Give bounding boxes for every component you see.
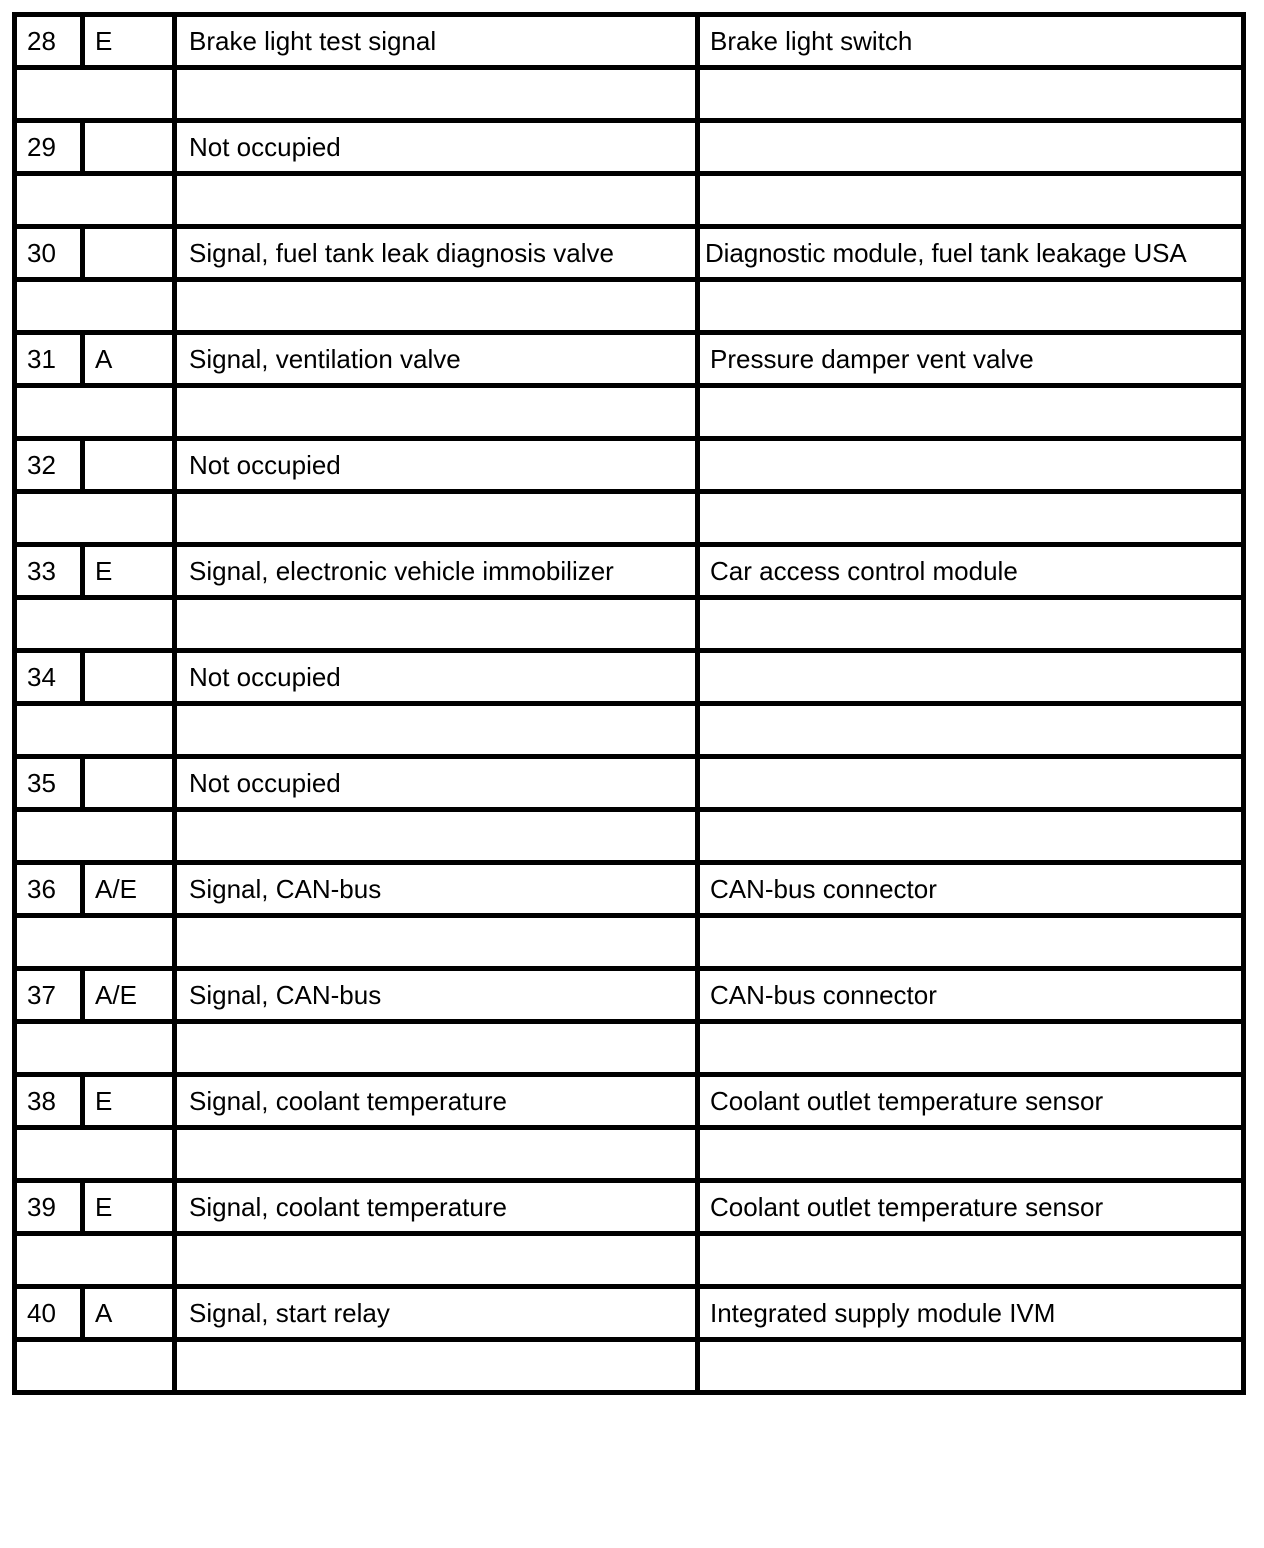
spacer-cell — [175, 492, 698, 545]
pin-direction-cell: A — [83, 333, 175, 386]
spacer-row — [15, 68, 1244, 121]
spacer-cell — [15, 810, 175, 863]
spacer-row — [15, 492, 1244, 545]
pin-number-cell: 33 — [15, 545, 83, 598]
spacer-row — [15, 1022, 1244, 1075]
spacer-row — [15, 386, 1244, 439]
pin-row — [15, 15, 1244, 68]
spacer-cell — [15, 704, 175, 757]
pin-row — [15, 1075, 1244, 1128]
spacer-cell — [15, 1340, 175, 1393]
pin-component-cell — [698, 757, 1244, 810]
spacer-cell — [175, 1234, 698, 1287]
spacer-cell — [698, 1128, 1244, 1181]
pin-direction-cell: E — [83, 15, 175, 68]
spacer-cell — [698, 68, 1244, 121]
spacer-row — [15, 1234, 1244, 1287]
spacer-cell — [15, 1128, 175, 1181]
spacer-cell — [175, 1128, 698, 1181]
pin-number-cell: 37 — [15, 969, 83, 1022]
spacer-cell — [15, 492, 175, 545]
pin-description-cell: Signal, fuel tank leak diagnosis valve — [175, 227, 698, 280]
pin-number-cell: 29 — [15, 121, 83, 174]
pin-component-cell: CAN-bus connector — [698, 969, 1244, 1022]
pin-row — [15, 1181, 1244, 1234]
spacer-cell — [698, 598, 1244, 651]
spacer-cell — [698, 704, 1244, 757]
spacer-cell — [175, 810, 698, 863]
pin-assignment-table — [12, 12, 1246, 1395]
spacer-row — [15, 280, 1244, 333]
pin-description-cell: Not occupied — [175, 121, 698, 174]
pin-component-cell: Brake light switch — [698, 15, 1244, 68]
pin-direction-cell — [83, 121, 175, 174]
pin-description-cell: Signal, ventilation valve — [175, 333, 698, 386]
pin-table-body — [15, 15, 1244, 1393]
pin-description-cell: Signal, coolant temperature — [175, 1075, 698, 1128]
pin-direction-cell: E — [83, 1075, 175, 1128]
pin-component-cell — [698, 651, 1244, 704]
pin-row — [15, 757, 1244, 810]
pin-number-cell: 39 — [15, 1181, 83, 1234]
spacer-cell — [175, 916, 698, 969]
pin-component-cell: CAN-bus connector — [698, 863, 1244, 916]
spacer-cell — [698, 174, 1244, 227]
pin-description-cell: Not occupied — [175, 651, 698, 704]
pin-row — [15, 651, 1244, 704]
spacer-cell — [698, 1022, 1244, 1075]
spacer-cell — [175, 174, 698, 227]
spacer-cell — [698, 386, 1244, 439]
pin-direction-cell — [83, 227, 175, 280]
pin-description-cell: Signal, electronic vehicle immobilizer — [175, 545, 698, 598]
pin-description-cell: Signal, start relay — [175, 1287, 698, 1340]
spacer-cell — [15, 1234, 175, 1287]
pin-row — [15, 969, 1244, 1022]
spacer-cell — [175, 598, 698, 651]
pin-description-cell: Signal, CAN-bus — [175, 969, 698, 1022]
pin-direction-cell: A/E — [83, 969, 175, 1022]
pin-row — [15, 333, 1244, 386]
pin-row — [15, 863, 1244, 916]
pin-number-cell: 32 — [15, 439, 83, 492]
pin-number-cell: 34 — [15, 651, 83, 704]
pin-description-cell: Brake light test signal — [175, 15, 698, 68]
pin-direction-cell — [83, 439, 175, 492]
spacer-row — [15, 810, 1244, 863]
spacer-cell — [698, 810, 1244, 863]
pin-number-cell: 31 — [15, 333, 83, 386]
pin-direction-cell: E — [83, 1181, 175, 1234]
pin-description-cell: Not occupied — [175, 757, 698, 810]
pin-description-cell: Not occupied — [175, 439, 698, 492]
pin-number-cell: 38 — [15, 1075, 83, 1128]
spacer-cell — [175, 68, 698, 121]
spacer-cell — [175, 386, 698, 439]
pin-direction-cell: E — [83, 545, 175, 598]
spacer-cell — [698, 492, 1244, 545]
spacer-cell — [15, 916, 175, 969]
pin-direction-cell — [83, 651, 175, 704]
spacer-row — [15, 174, 1244, 227]
spacer-cell — [15, 1022, 175, 1075]
pin-component-cell: Car access control module — [698, 545, 1244, 598]
pin-direction-cell: A — [83, 1287, 175, 1340]
spacer-row — [15, 598, 1244, 651]
pin-number-cell: 35 — [15, 757, 83, 810]
pin-row — [15, 121, 1244, 174]
pin-component-cell: Coolant outlet temperature sensor — [698, 1075, 1244, 1128]
spacer-cell — [698, 280, 1244, 333]
pin-direction-cell: A/E — [83, 863, 175, 916]
pin-number-cell: 30 — [15, 227, 83, 280]
pin-row — [15, 439, 1244, 492]
spacer-cell — [698, 1340, 1244, 1393]
pin-direction-cell — [83, 757, 175, 810]
spacer-row — [15, 916, 1244, 969]
spacer-cell — [15, 386, 175, 439]
pin-row — [15, 545, 1244, 598]
spacer-cell — [15, 280, 175, 333]
pin-number-cell: 28 — [15, 15, 83, 68]
pin-description-cell: Signal, CAN-bus — [175, 863, 698, 916]
spacer-row — [15, 1128, 1244, 1181]
spacer-row — [15, 1340, 1244, 1393]
spacer-cell — [175, 1340, 698, 1393]
pin-number-cell: 36 — [15, 863, 83, 916]
spacer-cell — [175, 280, 698, 333]
spacer-cell — [15, 598, 175, 651]
spacer-cell — [698, 1234, 1244, 1287]
pin-component-cell: Coolant outlet temperature sensor — [698, 1181, 1244, 1234]
spacer-cell — [15, 68, 175, 121]
pin-component-cell — [698, 439, 1244, 492]
pin-component-cell: Integrated supply module IVM — [698, 1287, 1244, 1340]
pin-number-cell: 40 — [15, 1287, 83, 1340]
spacer-cell — [175, 1022, 698, 1075]
spacer-cell — [175, 704, 698, 757]
pin-description-cell: Signal, coolant temperature — [175, 1181, 698, 1234]
pin-component-cell — [698, 121, 1244, 174]
spacer-cell — [15, 174, 175, 227]
pin-row — [15, 227, 1244, 280]
pin-component-cell: Diagnostic module, fuel tank leakage USA — [698, 227, 1244, 280]
spacer-row — [15, 704, 1244, 757]
pin-component-cell: Pressure damper vent valve — [698, 333, 1244, 386]
pin-row — [15, 1287, 1244, 1340]
spacer-cell — [698, 916, 1244, 969]
